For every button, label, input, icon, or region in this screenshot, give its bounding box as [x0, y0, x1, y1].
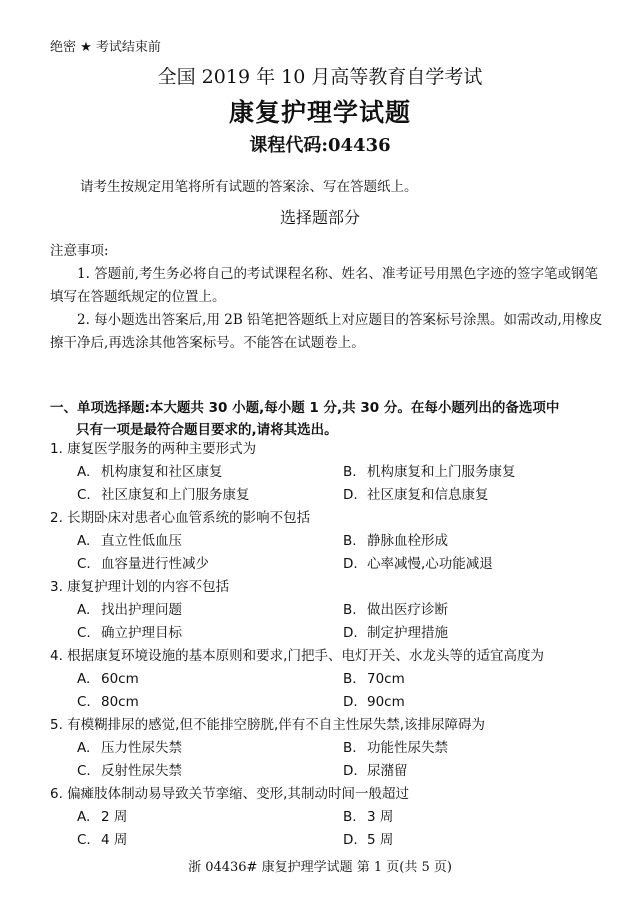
option	[77, 461, 223, 484]
option-letter: C.	[77, 763, 91, 779]
option	[343, 484, 489, 507]
option-letter: C.	[77, 694, 91, 710]
option-row	[50, 737, 620, 760]
option	[343, 599, 448, 622]
option-row	[50, 599, 620, 622]
option-letter: D.	[343, 832, 358, 848]
option-text: 压力性尿失禁	[101, 740, 182, 756]
question	[50, 438, 620, 507]
question	[50, 507, 620, 576]
notice-item: 2. 每小题选出答案后,用 2B 铅笔把答题纸上对应题目的答案标号涂黑。如需改动,用橡皮擦干净后,再选涂其他答案标号。不能答在试题卷上。	[50, 312, 603, 351]
option-letter: C.	[77, 556, 91, 572]
secret-mark: 绝密 ★ 考试结束前	[50, 40, 161, 55]
option-letter: A.	[77, 533, 91, 549]
option-letter: D.	[343, 487, 358, 503]
section-heading	[50, 397, 620, 441]
option	[77, 691, 139, 714]
section-line: 只有一项是最符合题目要求的,请将其选出。	[76, 422, 338, 438]
notice-heading: 注意事项:	[50, 243, 109, 259]
option-text: 5 周	[367, 832, 394, 848]
option-letter: A.	[77, 602, 91, 618]
option-letter: B.	[343, 740, 357, 756]
option	[343, 691, 405, 714]
option-text: 反射性尿失禁	[101, 763, 182, 779]
option-letter: B.	[343, 602, 357, 618]
option-letter: D.	[343, 694, 358, 710]
option	[343, 760, 408, 783]
question-stem: 6. 偏瘫肢体制动易导致关节挛缩、变形,其制动时间一般超过	[50, 786, 409, 802]
option-letter: A.	[77, 671, 91, 687]
option-text: 机构康复和社区康复	[101, 464, 223, 480]
question	[50, 783, 620, 852]
option	[343, 806, 393, 829]
option-letter: C.	[77, 487, 91, 503]
option	[343, 737, 448, 760]
option-row	[50, 760, 620, 783]
notice-item: 1. 答题前,考生务必将自己的考试课程名称、姓名、准考证号用黑色字迹的签字笔或钢笔填写在答题纸规定的位置上。	[50, 266, 598, 305]
option-text: 3 周	[367, 809, 394, 825]
option	[343, 622, 448, 645]
option-letter: B.	[343, 533, 357, 549]
question	[50, 645, 620, 714]
option-text: 70cm	[367, 671, 405, 687]
question-stem: 3. 康复护理计划的内容不包括	[50, 579, 230, 595]
option-row	[50, 622, 620, 645]
option	[343, 668, 405, 691]
option-text: 制定护理措施	[367, 625, 448, 641]
option-text: 80cm	[101, 694, 139, 710]
option	[77, 484, 250, 507]
option-text: 90cm	[367, 694, 405, 710]
part-title: 选择题部分	[279, 208, 360, 227]
option-letter: A.	[77, 809, 91, 825]
option-letter: D.	[343, 625, 358, 641]
option	[77, 622, 182, 645]
option-text: 2 周	[101, 809, 128, 825]
option-text: 心率减慢,心功能减退	[367, 556, 493, 572]
option-row	[50, 553, 620, 576]
section-line: 一、单项选择题:本大题共 30 小题,每小题 1 分,共 30 分。在每小题列出的备选项中	[50, 400, 560, 416]
question-list	[50, 438, 620, 852]
question	[50, 714, 620, 783]
option	[343, 530, 448, 553]
option-letter: B.	[343, 809, 357, 825]
option-row	[50, 806, 620, 829]
option	[343, 829, 393, 852]
option-row	[50, 530, 620, 553]
question-stem: 1. 康复医学服务的两种主要形式为	[50, 441, 257, 457]
option-text: 尿潴留	[367, 763, 408, 779]
question-stem: 5. 有模糊排尿的感觉,但不能排空膀胱,伴有不自主性尿失禁,该排尿障碍为	[50, 717, 486, 733]
option-text: 找出护理问题	[101, 602, 182, 618]
option-text: 60cm	[101, 671, 139, 687]
option-row	[50, 829, 620, 852]
subject-title: 康复护理学试题	[228, 98, 411, 127]
option-letter: C.	[77, 625, 91, 641]
option-text: 社区康复和上门服务康复	[101, 487, 250, 503]
option	[77, 668, 139, 691]
option-letter: B.	[343, 464, 357, 480]
option	[77, 760, 182, 783]
option-letter: D.	[343, 556, 358, 572]
option-text: 社区康复和信息康复	[367, 487, 489, 503]
option-row	[50, 691, 620, 714]
option-letter: D.	[343, 763, 358, 779]
course-code: 课程代码:04436	[249, 135, 391, 156]
option-text: 做出医疗诊断	[367, 602, 448, 618]
option-letter: C.	[77, 832, 91, 848]
option	[77, 829, 127, 852]
option-text: 确立护理目标	[101, 625, 182, 641]
question-stem: 2. 长期卧床对患者心血管系统的影响不包括	[50, 510, 311, 526]
option-letter: A.	[77, 740, 91, 756]
option	[77, 737, 182, 760]
option-row	[50, 668, 620, 691]
option	[343, 461, 516, 484]
option	[77, 806, 127, 829]
option-row	[50, 461, 620, 484]
option	[343, 553, 493, 576]
page-footer: 浙 04436# 康复护理学试题 第 1 页(共 5 页)	[188, 860, 452, 875]
option-letter: A.	[77, 464, 91, 480]
notice-block	[50, 240, 610, 355]
question	[50, 576, 620, 645]
question-stem: 4. 根据康复环境设施的基本原则和要求,门把手、电灯开关、水龙头等的适宜高度为	[50, 648, 544, 664]
option-text: 4 周	[101, 832, 128, 848]
option-text: 直立性低血压	[101, 533, 182, 549]
exam-name: 全国 2019 年 10 月高等教育自学考试	[157, 66, 483, 88]
option-text: 血容量进行性减少	[101, 556, 209, 572]
option-text: 静脉血栓形成	[367, 533, 448, 549]
option	[77, 599, 182, 622]
option-text: 机构康复和上门服务康复	[367, 464, 516, 480]
option-row	[50, 484, 620, 507]
option-text: 功能性尿失禁	[367, 740, 448, 756]
option	[77, 530, 182, 553]
option	[77, 553, 209, 576]
option-letter: B.	[343, 671, 357, 687]
instruction-text: 请考生按规定用笔将所有试题的答案涂、写在答题纸上。	[80, 179, 418, 195]
